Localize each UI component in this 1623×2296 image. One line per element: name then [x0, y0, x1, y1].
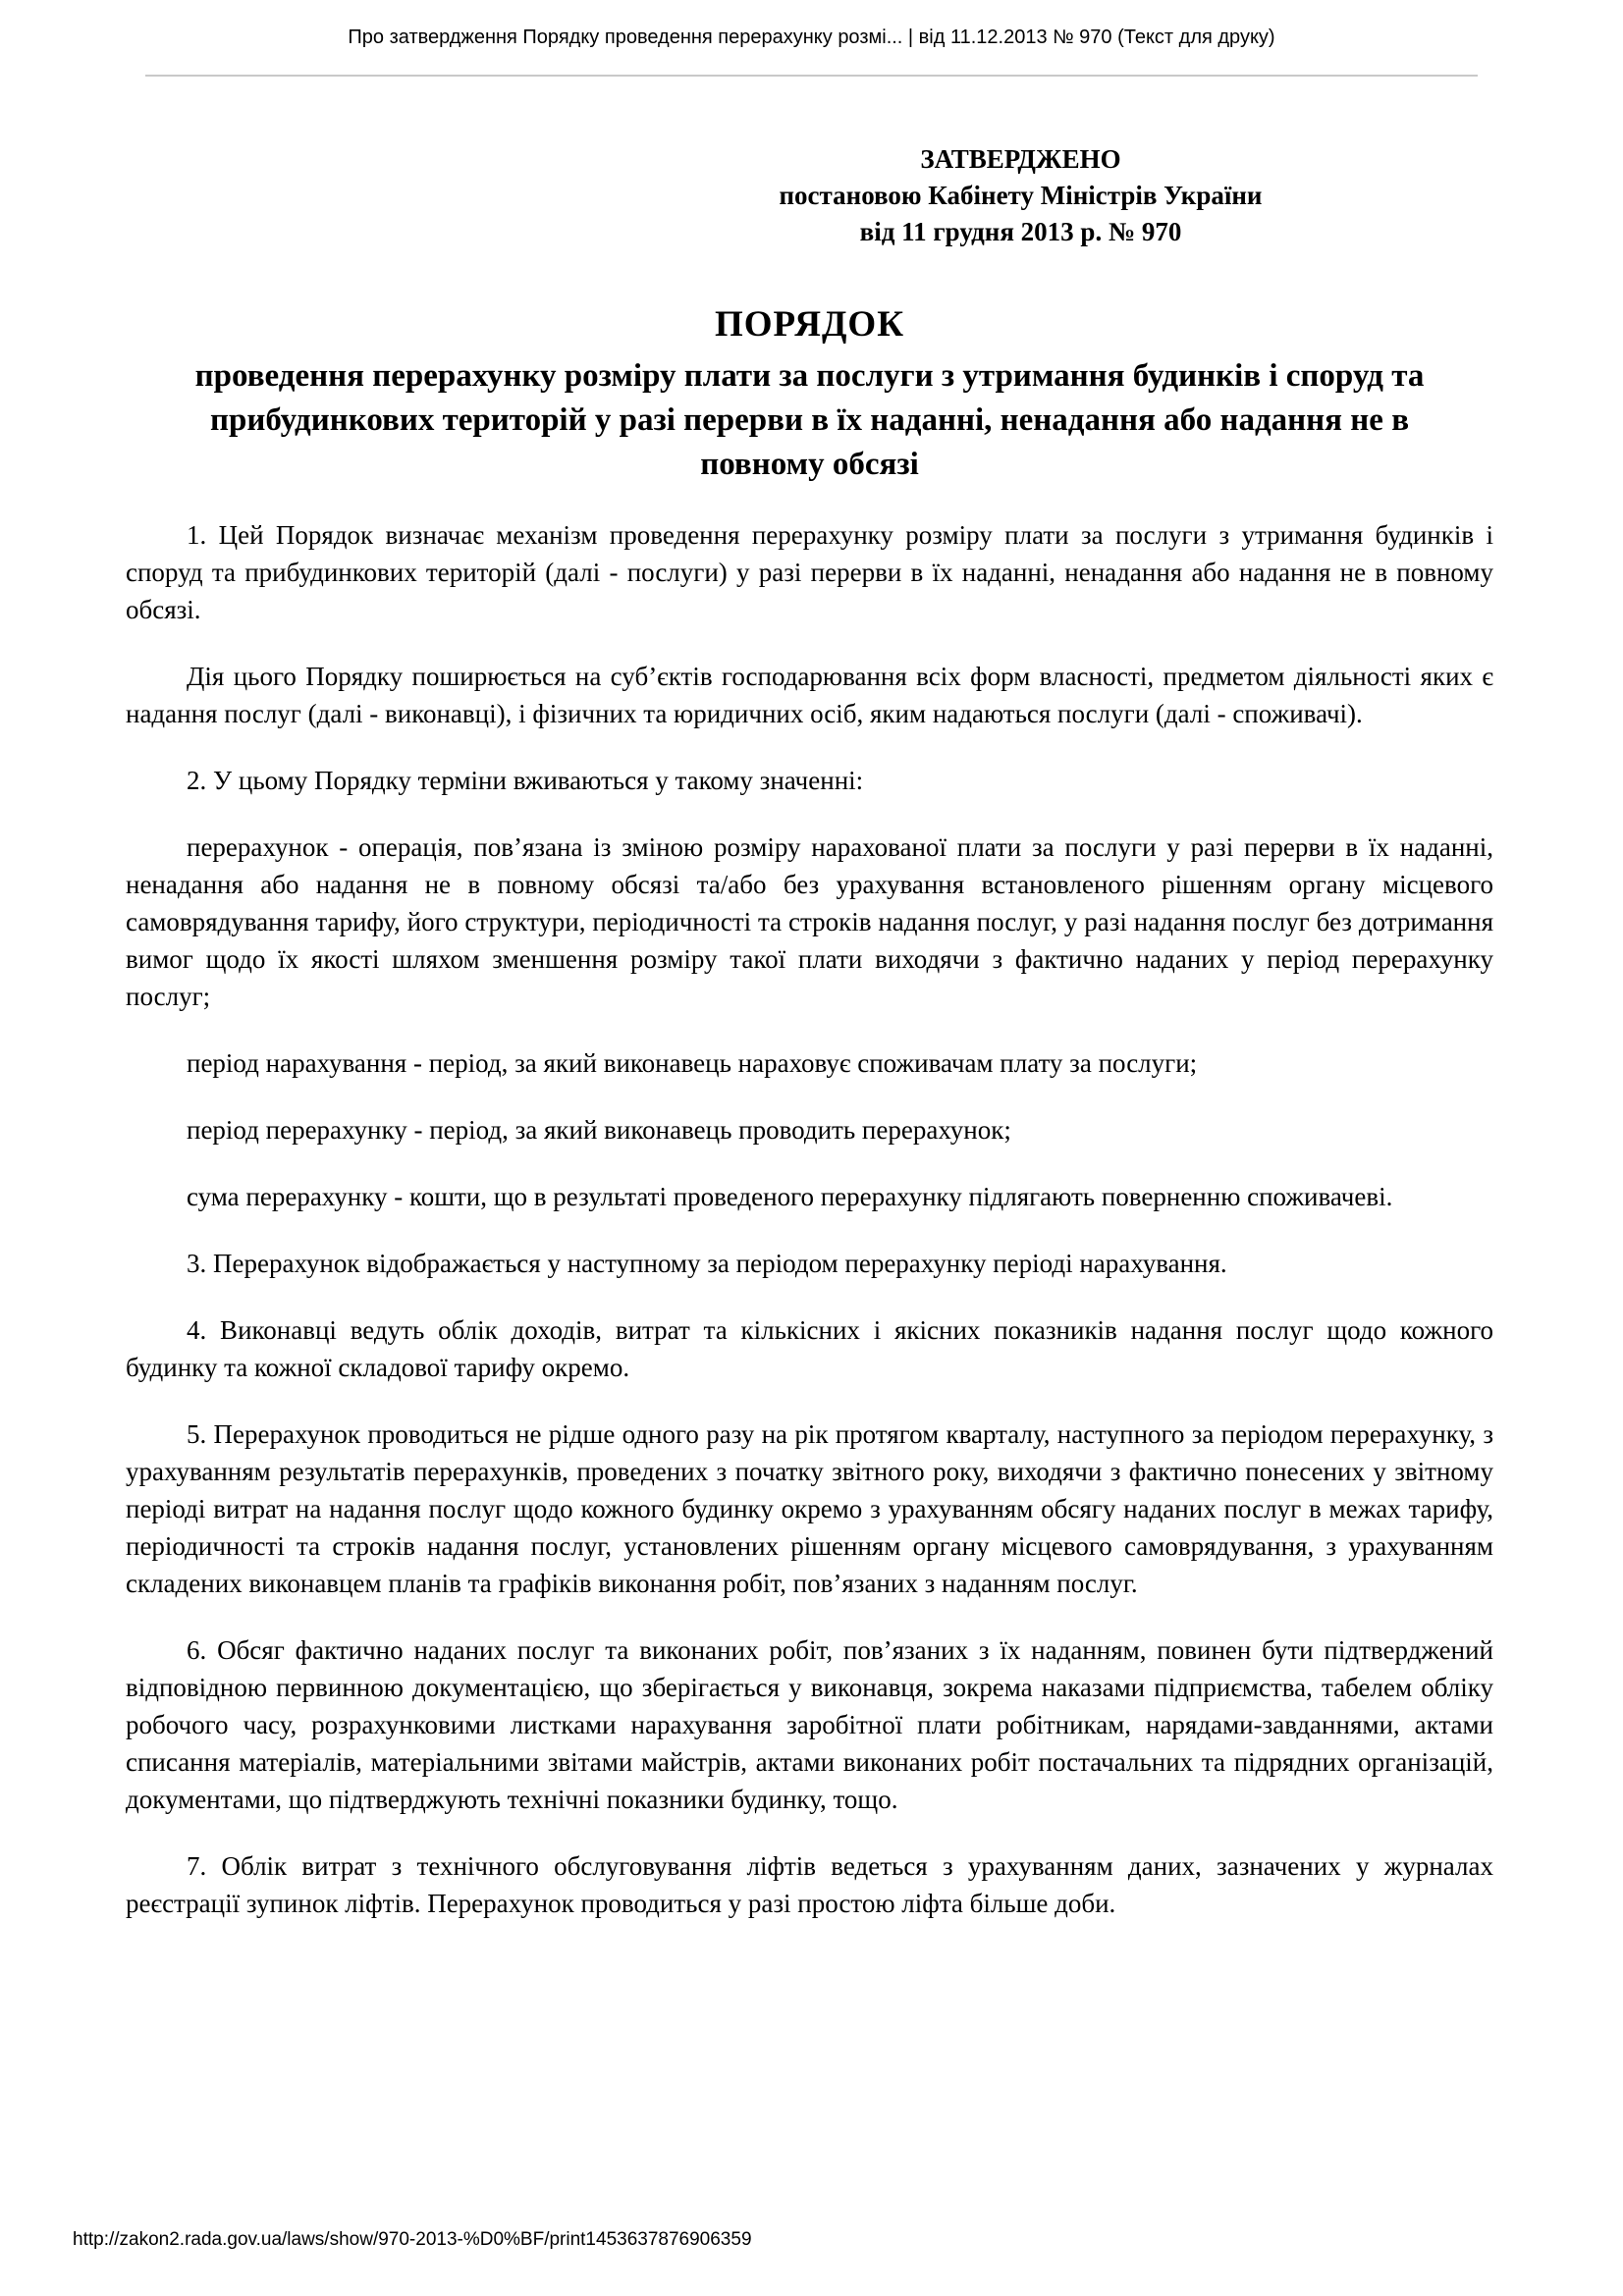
paragraph: сума перерахунку - кошти, що в результаті проведеного перерахунку підлягають поверненню споживачеві. [187, 1182, 1393, 1211]
paragraph: 1. Цей Порядок визначає механізм проведення перерахунку розміру плати за послуги з утримання будинків і споруд та прибудинкових територій (далі - послуги) у разі перерви в їх наданні, ненадання або надання не в повному обсязі. [126, 520, 1493, 624]
print-footer-url: http://zakon2.rada.gov.ua/laws/show/970-2013-%D0%BF/print1453637876906359 [73, 2229, 752, 2250]
page-subtitle: проведення перерахунку розміру плати за послуги з утримання будинків і споруд та прибудинкових територій у разі перерви в їх наданні, ненадання або надання не в повному обсязі [194, 358, 1425, 482]
approval-line-3: від 11 грудня 2013 р. № 970 [859, 217, 1182, 246]
approval-line-2: постановою Кабінету Міністрів України [779, 181, 1263, 210]
paragraph: 6. Обсяг фактично наданих послуг та виконаних робіт, пов’язаних з їх наданням, повинен бути підтверджений відповідною первинною документацією, що зберігається у виконавця, зокрема наказами підприємства, табелем обліку робочого часу, розрахунковими листками нарахування заробітної плати робітникам, нарядами-завданнями, актами списання матеріалів, матеріальними звітами майстрів, актами виконаних робіт постачальних та підрядних організацій, документами, що підтверджують технічні показники будинку, тощо. [126, 1635, 1493, 1814]
paragraph: 4. Виконавці ведуть облік доходів, витрат та кількісних і якісних показників надання послуг щодо кожного будинку та кожної складової тарифу окремо. [126, 1315, 1493, 1382]
approval-block [126, 141, 1493, 250]
paragraph: період перерахунку - період, за який виконавець проводить перерахунок; [187, 1115, 1011, 1145]
paragraph: 2. У цьому Порядку терміни вживаються у такому значенні: [187, 766, 864, 795]
browser-print-header [145, 0, 1478, 77]
document-content [0, 141, 1623, 1922]
paragraph: 5. Перерахунок проводиться не рідше одного разу на рік протягом кварталу, наступного за періодом перерахунку, з урахуванням результатів перерахунків, проведених з початку звітного року, виходячи з фактично понесених у звітному періоді витрат на надання послуг щодо кожного будинку окремо з урахуванням обсягу наданих послуг в межах тарифу, періодичності та строків надання послуг, установлених рішенням органу місцевого самоврядування, з урахуванням складених виконавцем планів та графіків виконання робіт, пов’язаних з наданням послуг. [126, 1419, 1493, 1598]
paragraph: 3. Перерахунок відображається у наступному за періодом перерахунку періоді нарахування. [187, 1249, 1227, 1278]
paragraph: період нарахування - період, за який виконавець нараховує споживачам плату за послуги; [187, 1048, 1198, 1078]
paragraph: Дія цього Порядку поширюється на суб’єктів господарювання всіх форм власності, предметом діяльності яких є надання послуг (далі - виконавці), і фізичних та юридичних осіб, яким надаються послуги (далі - споживачі). [126, 662, 1493, 728]
approval-line-1: ЗАТВЕРДЖЕНО [920, 144, 1121, 174]
paragraph: 7. Облік витрат з технічного обслуговування ліфтів ведеться з урахуванням даних, зазначених у журналах реєстрації зупинок ліфтів. Перерахунок проводиться у разі простою ліфта більше доби. [126, 1851, 1493, 1918]
document-title-block [126, 301, 1493, 487]
print-header-title: Про затвердження Порядку проведення перерахунку розмі... | від 11.12.2013 № 970 (Текст для друку) [348, 27, 1275, 48]
page-title: ПОРЯДОК [714, 304, 905, 345]
paragraph: перерахунок - операція, пов’язана із зміною розміру нарахованої плати за послуги у разі перерви в їх наданні, ненадання або надання не в повному обсязі та/або без урахування встановленого рішенням органу місцевого самоврядування тарифу, його структури, періодичності та строків надання послуг, у разі надання послуг без дотримання вимог щодо їх якості шляхом зменшення розміру такої плати виходячи з фактично наданих у період перерахунку послуг; [126, 832, 1493, 1011]
